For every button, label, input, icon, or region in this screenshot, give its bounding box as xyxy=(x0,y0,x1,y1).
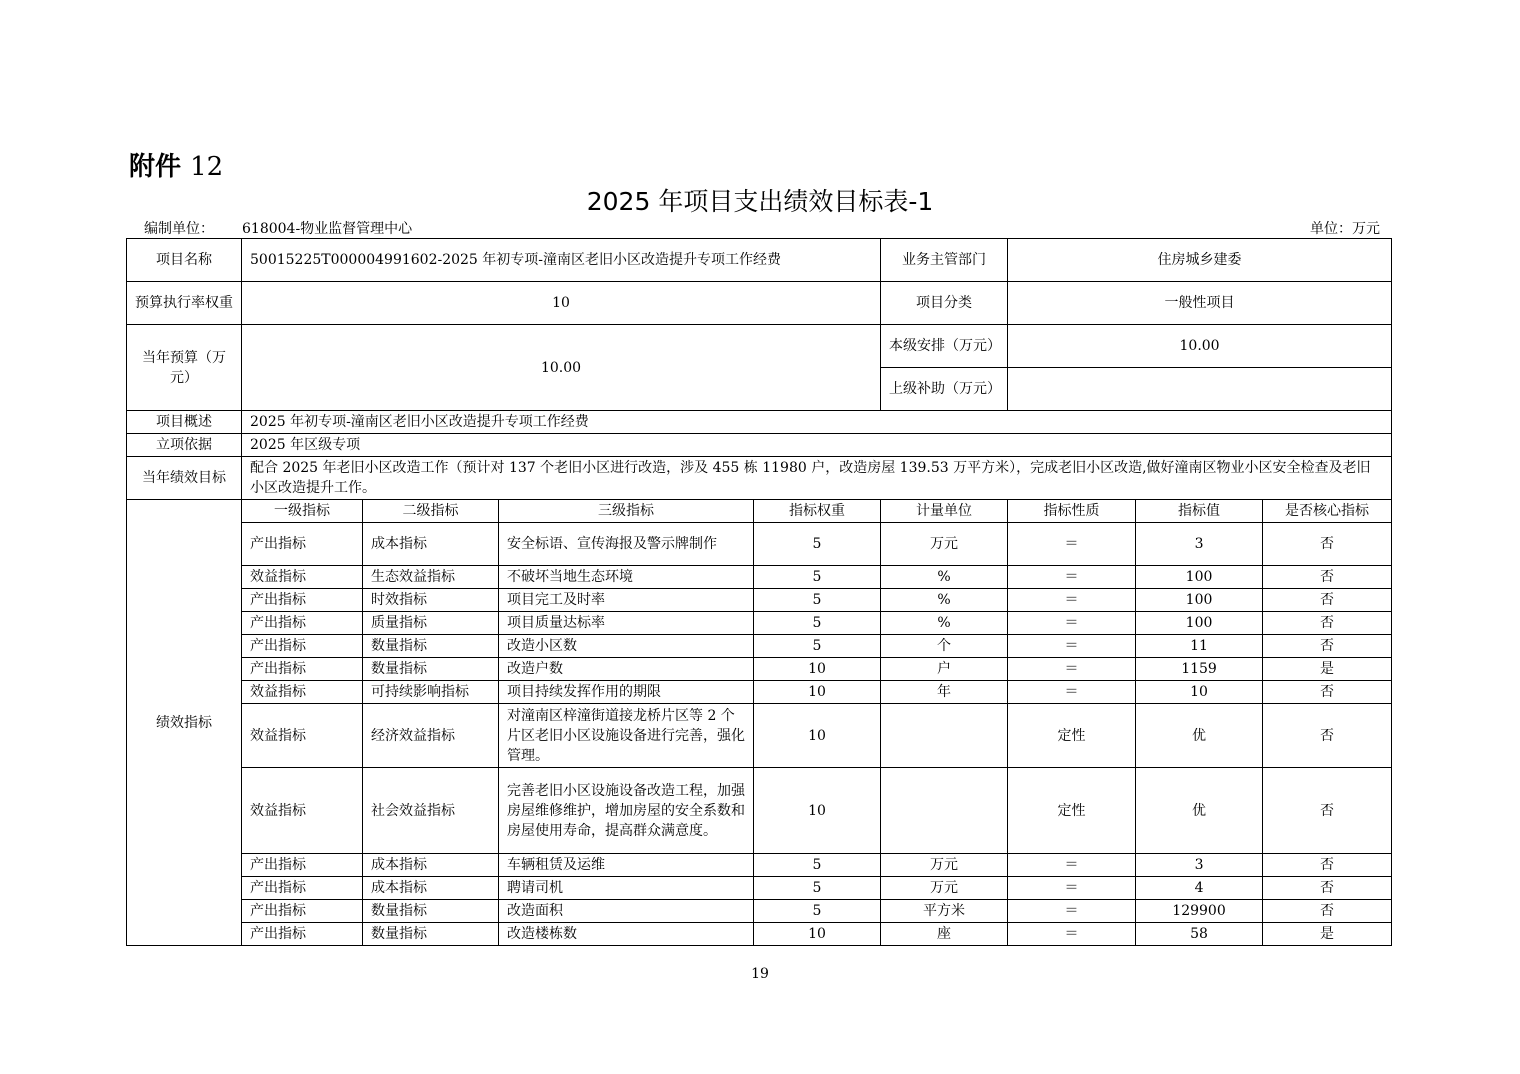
table-cell: 生态效益指标 xyxy=(363,566,499,589)
table-cell: 成本指标 xyxy=(363,877,499,900)
table-cell: 成本指标 xyxy=(363,523,499,566)
table-cell: ＝ xyxy=(1008,658,1136,681)
dept-value: 住房城乡建委 xyxy=(1008,239,1392,282)
table-row xyxy=(127,612,1392,635)
indicators-section-label: 绩效指标 xyxy=(127,500,242,946)
table-cell: 社会效益指标 xyxy=(363,768,499,854)
table-row xyxy=(127,566,1392,589)
header-cell: 指标性质 xyxy=(1008,500,1136,523)
table-cell: 产出指标 xyxy=(242,612,363,635)
table-cell: 3 xyxy=(1136,523,1263,566)
table-cell: 数量指标 xyxy=(363,923,499,946)
table-cell: 改造楼栋数 xyxy=(499,923,754,946)
table-cell: 是 xyxy=(1263,658,1392,681)
table-cell: 年 xyxy=(881,681,1008,704)
page-title: 2025 年项目支出绩效目标表-1 xyxy=(586,187,934,216)
table-cell: 否 xyxy=(1263,768,1392,854)
table-row xyxy=(127,635,1392,658)
table-cell: % xyxy=(881,589,1008,612)
table-cell: 否 xyxy=(1263,566,1392,589)
table-cell: ＝ xyxy=(1008,900,1136,923)
table-cell: 改造小区数 xyxy=(499,635,754,658)
table-cell: 成本指标 xyxy=(363,854,499,877)
table-cell: 项目质量达标率 xyxy=(499,612,754,635)
goal-label: 当年绩效目标 xyxy=(127,457,242,500)
table-cell: 5 xyxy=(754,900,881,923)
table-cell: 改造面积 xyxy=(499,900,754,923)
table-cell: 否 xyxy=(1263,589,1392,612)
performance-table xyxy=(126,238,1392,946)
table-cell: ＝ xyxy=(1008,923,1136,946)
table-cell: 5 xyxy=(754,854,881,877)
table-cell: 产出指标 xyxy=(242,877,363,900)
upper-subsidy-value xyxy=(1008,368,1392,411)
table-cell: 效益指标 xyxy=(242,768,363,854)
table-cell: ＝ xyxy=(1008,523,1136,566)
table-cell: 10 xyxy=(754,768,881,854)
table-cell: 10 xyxy=(754,658,881,681)
table-cell: 定性 xyxy=(1008,704,1136,768)
dept-label: 业务主管部门 xyxy=(881,239,1008,282)
table-cell: 可持续影响指标 xyxy=(363,681,499,704)
table-cell: 5 xyxy=(754,589,881,612)
table-cell: 100 xyxy=(1136,566,1263,589)
table-cell: 10 xyxy=(1136,681,1263,704)
table-cell: 否 xyxy=(1263,877,1392,900)
table-row xyxy=(127,681,1392,704)
table-cell: 万元 xyxy=(881,877,1008,900)
table-cell: 11 xyxy=(1136,635,1263,658)
project-name-value: 50015225T000004991602-2025 年初专项-潼南区老旧小区改造提升专项工作经费 xyxy=(242,239,881,282)
table-cell: 平方米 xyxy=(881,900,1008,923)
table-cell: 5 xyxy=(754,877,881,900)
table-cell: 数量指标 xyxy=(363,900,499,923)
table-cell: 3 xyxy=(1136,854,1263,877)
table-row xyxy=(127,900,1392,923)
table-cell: 产出指标 xyxy=(242,854,363,877)
table-cell: 5 xyxy=(754,523,881,566)
project-name-label: 项目名称 xyxy=(127,239,242,282)
table-cell: 万元 xyxy=(881,523,1008,566)
attachment-label xyxy=(129,146,223,183)
compiling-unit-label: 编制单位： xyxy=(144,221,214,237)
weight-value: 10 xyxy=(242,282,881,325)
table-row xyxy=(127,768,1392,854)
table-cell: 10 xyxy=(754,681,881,704)
header-cell: 指标值 xyxy=(1136,500,1263,523)
overview-value: 2025 年初专项-潼南区老旧小区改造提升专项工作经费 xyxy=(242,411,1392,434)
table-cell xyxy=(881,768,1008,854)
table-cell: 效益指标 xyxy=(242,566,363,589)
table-cell: 完善老旧小区设施设备改造工程，加强房屋维修维护，增加房屋的安全系数和房屋使用寿命，提高群众满意度。 xyxy=(499,768,754,854)
category-label: 项目分类 xyxy=(881,282,1008,325)
table-cell: 座 xyxy=(881,923,1008,946)
table-cell: 万元 xyxy=(881,854,1008,877)
table-cell: 车辆租赁及运维 xyxy=(499,854,754,877)
header-cell: 二级指标 xyxy=(363,500,499,523)
table-row xyxy=(127,923,1392,946)
table-cell: 否 xyxy=(1263,900,1392,923)
table-cell: 10 xyxy=(754,704,881,768)
compiling-unit xyxy=(144,218,412,238)
table-cell: 户 xyxy=(881,658,1008,681)
header-cell: 三级指标 xyxy=(499,500,754,523)
overview-label: 项目概述 xyxy=(127,411,242,434)
category-value: 一般性项目 xyxy=(1008,282,1392,325)
table-cell: 改造户数 xyxy=(499,658,754,681)
table-cell: 产出指标 xyxy=(242,658,363,681)
table-cell: 100 xyxy=(1136,589,1263,612)
table-row xyxy=(127,658,1392,681)
table-cell: 5 xyxy=(754,635,881,658)
currency-unit: 单位：万元 xyxy=(1310,221,1380,237)
table-cell: ＝ xyxy=(1008,612,1136,635)
budget-label: 当年预算（万元） xyxy=(127,325,242,411)
table-cell: 数量指标 xyxy=(363,658,499,681)
table-cell: 10 xyxy=(754,923,881,946)
table-cell: ＝ xyxy=(1008,635,1136,658)
basis-label: 立项依据 xyxy=(127,434,242,457)
table-cell: 5 xyxy=(754,566,881,589)
table-cell: ＝ xyxy=(1008,681,1136,704)
table-row xyxy=(127,854,1392,877)
table-cell: 否 xyxy=(1263,681,1392,704)
compiling-unit-value: 618004-物业监督管理中心 xyxy=(242,221,413,237)
table-row xyxy=(127,589,1392,612)
table-row xyxy=(127,523,1392,566)
table-cell: 经济效益指标 xyxy=(363,704,499,768)
table-cell: 否 xyxy=(1263,612,1392,635)
table-cell: 是 xyxy=(1263,923,1392,946)
header-cell: 指标权重 xyxy=(754,500,881,523)
table-cell: 对潼南区梓潼街道接龙桥片区等 2 个片区老旧小区设施设备进行完善，强化管理。 xyxy=(499,704,754,768)
page-number: 19 xyxy=(751,966,769,982)
attachment-prefix: 附件 xyxy=(129,152,182,182)
table-cell: 效益指标 xyxy=(242,704,363,768)
table-cell: 质量指标 xyxy=(363,612,499,635)
table-cell: 不破坏当地生态环境 xyxy=(499,566,754,589)
table-cell: 定性 xyxy=(1008,768,1136,854)
table-cell: ＝ xyxy=(1008,566,1136,589)
table-cell: 否 xyxy=(1263,854,1392,877)
table-cell: 否 xyxy=(1263,523,1392,566)
table-cell: ＝ xyxy=(1008,589,1136,612)
basis-value: 2025 年区级专项 xyxy=(242,434,1392,457)
table-cell: 优 xyxy=(1136,704,1263,768)
table-cell: 项目完工及时率 xyxy=(499,589,754,612)
table-cell: 产出指标 xyxy=(242,635,363,658)
table-cell: % xyxy=(881,566,1008,589)
table-cell: 58 xyxy=(1136,923,1263,946)
budget-value: 10.00 xyxy=(242,325,881,411)
table-cell: ＝ xyxy=(1008,854,1136,877)
table-cell: 5 xyxy=(754,612,881,635)
header-cell: 计量单位 xyxy=(881,500,1008,523)
table-cell: 129900 xyxy=(1136,900,1263,923)
table-cell: 产出指标 xyxy=(242,589,363,612)
table-cell: 数量指标 xyxy=(363,635,499,658)
table-cell: % xyxy=(881,612,1008,635)
table-row xyxy=(127,704,1392,768)
table-cell: 个 xyxy=(881,635,1008,658)
weight-label: 预算执行率权重 xyxy=(127,282,242,325)
table-cell: 效益指标 xyxy=(242,681,363,704)
table-cell: 项目持续发挥作用的期限 xyxy=(499,681,754,704)
indicator-header-row xyxy=(127,500,1392,523)
table-cell: 优 xyxy=(1136,768,1263,854)
local-budget-value: 10.00 xyxy=(1008,325,1392,368)
table-cell: 安全标语、宣传海报及警示牌制作 xyxy=(499,523,754,566)
upper-subsidy-label: 上级补助（万元） xyxy=(881,368,1008,411)
table-cell xyxy=(881,704,1008,768)
goal-value: 配合 2025 年老旧小区改造工作（预计对 137 个老旧小区进行改造，涉及 455 栋 11980 户，改造房屋 139.53 万平方米），完成老旧小区改造,做好潼南区物业小区安全检查及老旧小区改造提升工作。 xyxy=(242,457,1392,500)
table-cell: ＝ xyxy=(1008,877,1136,900)
header-cell: 一级指标 xyxy=(242,500,363,523)
table-cell: 聘请司机 xyxy=(499,877,754,900)
header-cell: 是否核心指标 xyxy=(1263,500,1392,523)
table-cell: 产出指标 xyxy=(242,900,363,923)
table-cell: 时效指标 xyxy=(363,589,499,612)
table-cell: 否 xyxy=(1263,704,1392,768)
table-cell: 1159 xyxy=(1136,658,1263,681)
table-cell: 否 xyxy=(1263,635,1392,658)
table-cell: 100 xyxy=(1136,612,1263,635)
table-cell: 4 xyxy=(1136,877,1263,900)
attachment-number: 12 xyxy=(190,152,224,182)
table-row xyxy=(127,877,1392,900)
table-cell: 产出指标 xyxy=(242,523,363,566)
table-cell: 产出指标 xyxy=(242,923,363,946)
local-budget-label: 本级安排（万元） xyxy=(881,325,1008,368)
